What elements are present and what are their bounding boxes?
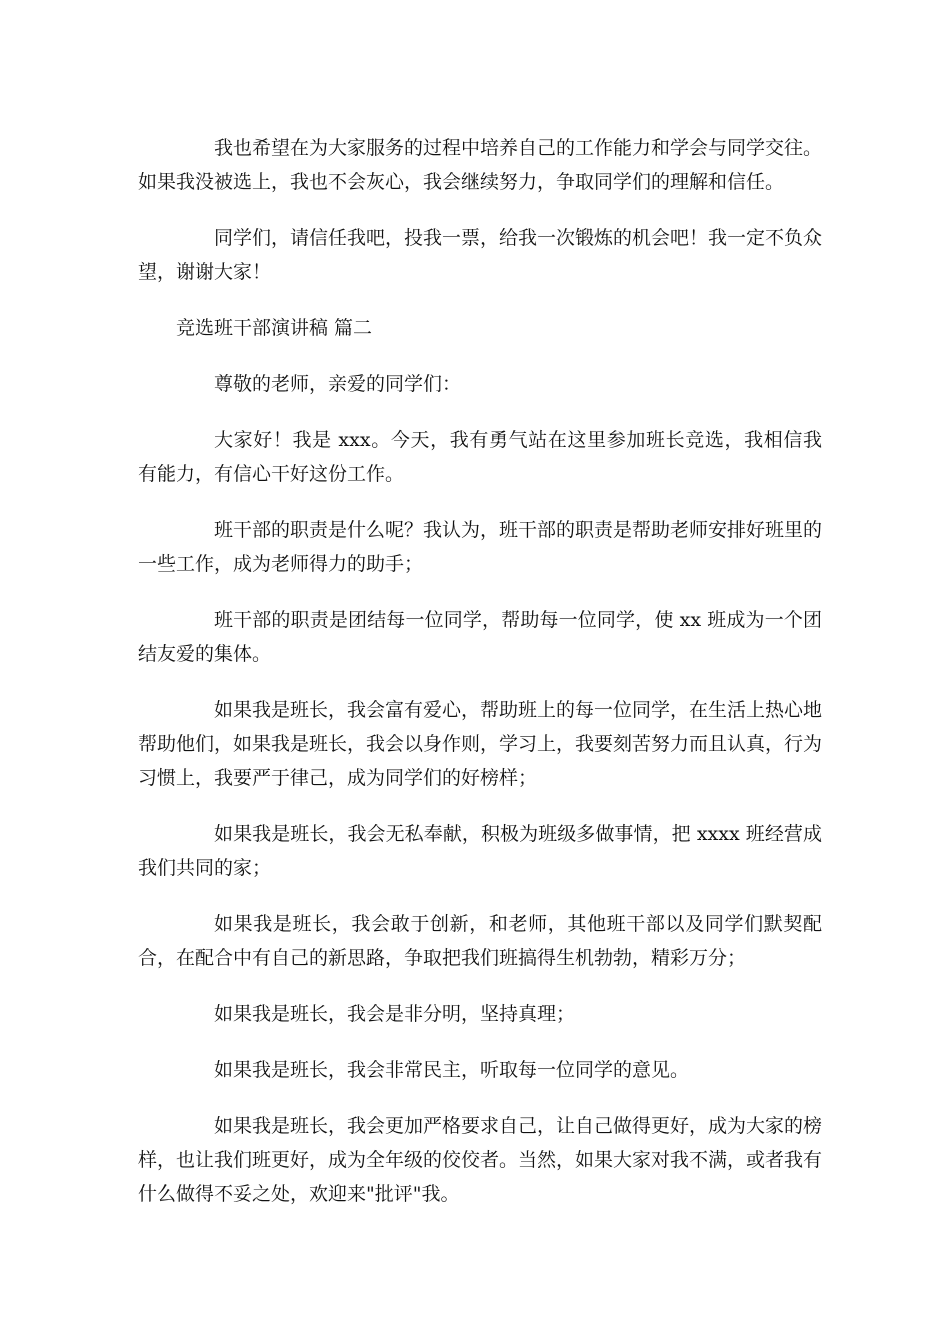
paragraph: 班干部的职责是团结每一位同学，帮助每一位同学，使 xx 班成为一个团结友爱的集体。 xyxy=(138,609,822,665)
paragraph: 如果我是班长，我会富有爱心，帮助班上的每一位同学，在生活上热心地帮助他们，如果我是班长，我会以身作则，学习上，我要刻苦努力而且认真，行为习惯上，我要严于律己，成为同学们的好榜样； xyxy=(138,699,823,789)
paragraph: 如果我是班长，我会是非分明，坚持真理； xyxy=(214,1003,576,1025)
salutation: 尊敬的老师，亲爱的同学们： xyxy=(214,373,462,395)
paragraph: 如果我是班长，我会更加严格要求自己，让自己做得更好，成为大家的榜样，也让我们班更好，成为全年级的佼佼者。当然，如果大家对我不满，或者我有什么做得不妥之处，欢迎来"批评"我。 xyxy=(138,1115,823,1205)
section-heading: 竞选班干部演讲稿 篇二 xyxy=(176,317,373,339)
paragraph: 班干部的职责是什么呢？我认为，班干部的职责是帮助老师安排好班里的一些工作，成为老师得力的助手； xyxy=(138,519,823,575)
document-body xyxy=(138,131,822,1233)
paragraph: 我也希望在为大家服务的过程中培养自己的工作能力和学会与同学交往。如果我没被选上，我也不会灰心，我会继续努力，争取同学们的理解和信任。 xyxy=(138,137,823,193)
paragraph: 大家好！我是 xxx。今天，我有勇气站在这里参加班长竞选，我相信我有能力，有信心干好这份工作。 xyxy=(138,429,822,485)
paragraph: 如果我是班长，我会非常民主，听取每一位同学的意见。 xyxy=(214,1059,690,1081)
paragraph: 如果我是班长，我会无私奉献，积极为班级多做事情，把 xxxx 班经营成我们共同的家； xyxy=(138,823,822,879)
paragraph: 如果我是班长，我会敢于创新，和老师，其他班干部以及同学们默契配合，在配合中有自己的新思路，争取把我们班搞得生机勃勃，精彩万分； xyxy=(138,913,822,969)
paragraph: 同学们，请信任我吧，投我一票，给我一次锻炼的机会吧！我一定不负众望，谢谢大家！ xyxy=(138,227,823,283)
